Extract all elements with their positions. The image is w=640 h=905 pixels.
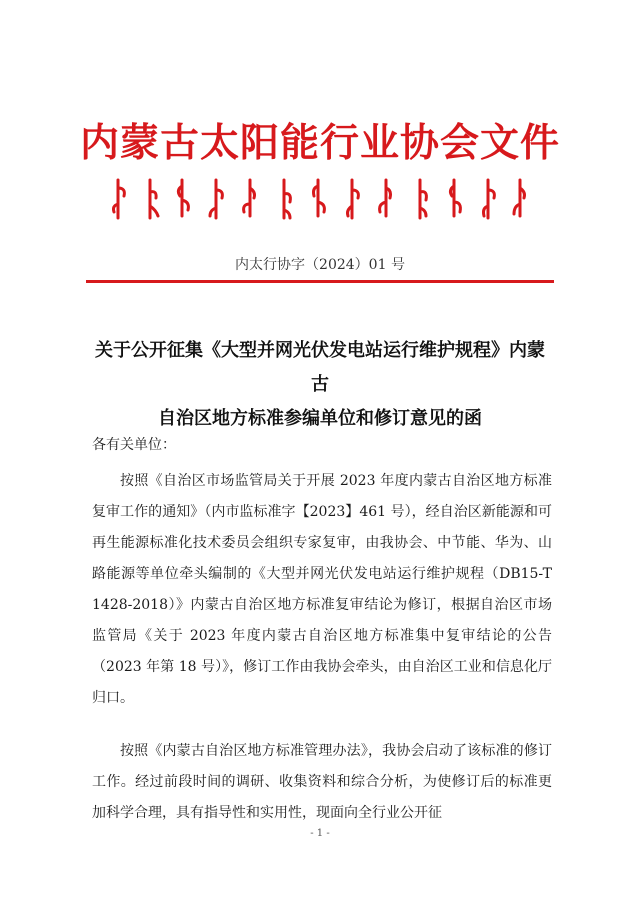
document-title-line-1: 关于公开征集《大型并网光伏发电站运行维护规程》内蒙古: [95, 340, 545, 395]
page-number: - 1 -: [310, 828, 330, 839]
body-paragraph-2: 按照《内蒙古自治区地方标准管理办法》，我协会启动了该标准的修订工作。经过前段时间的调研、收集资料和综合分析，为使修订后的标准更加科学合理，具有指导性和实用性，现面向全行业公开征: [92, 743, 552, 821]
red-divider-line: [86, 280, 554, 283]
document-title-line-2: 自治区地方标准参编单位和修订意见的函: [158, 408, 482, 429]
body-paragraph-1: 按照《自治区市场监管局关于开展 2023 年度内蒙古自治区地方标准复审工作的通知》（内市监标准字【2023】461 号），经自治区新能源和可再生能源标准化技术委员会组织专家复审，由我协会、中节能、华为、山路能源等单位牵头编制的《大型并网光伏发电站运行维护规程（DB15-T 1428-2018）》内蒙古自治区地方标准复审结论为修订，根据自治区市场监管局《关于 2023 年度内蒙古自治区地方标准集中复审结论的公告（2023 年第 18 号）》，修订工作由我协会牵头，由自治区工业和信息化厅归口。: [92, 473, 552, 706]
salutation: 各有关单位：: [92, 437, 176, 453]
document-number: 内太行协字（2024）01 号: [235, 257, 405, 273]
org-masthead-title: 内蒙古太阳能行业协会文件: [79, 120, 560, 166]
document-title: [90, 334, 550, 436]
mongolian-script-icon: [110, 176, 530, 222]
